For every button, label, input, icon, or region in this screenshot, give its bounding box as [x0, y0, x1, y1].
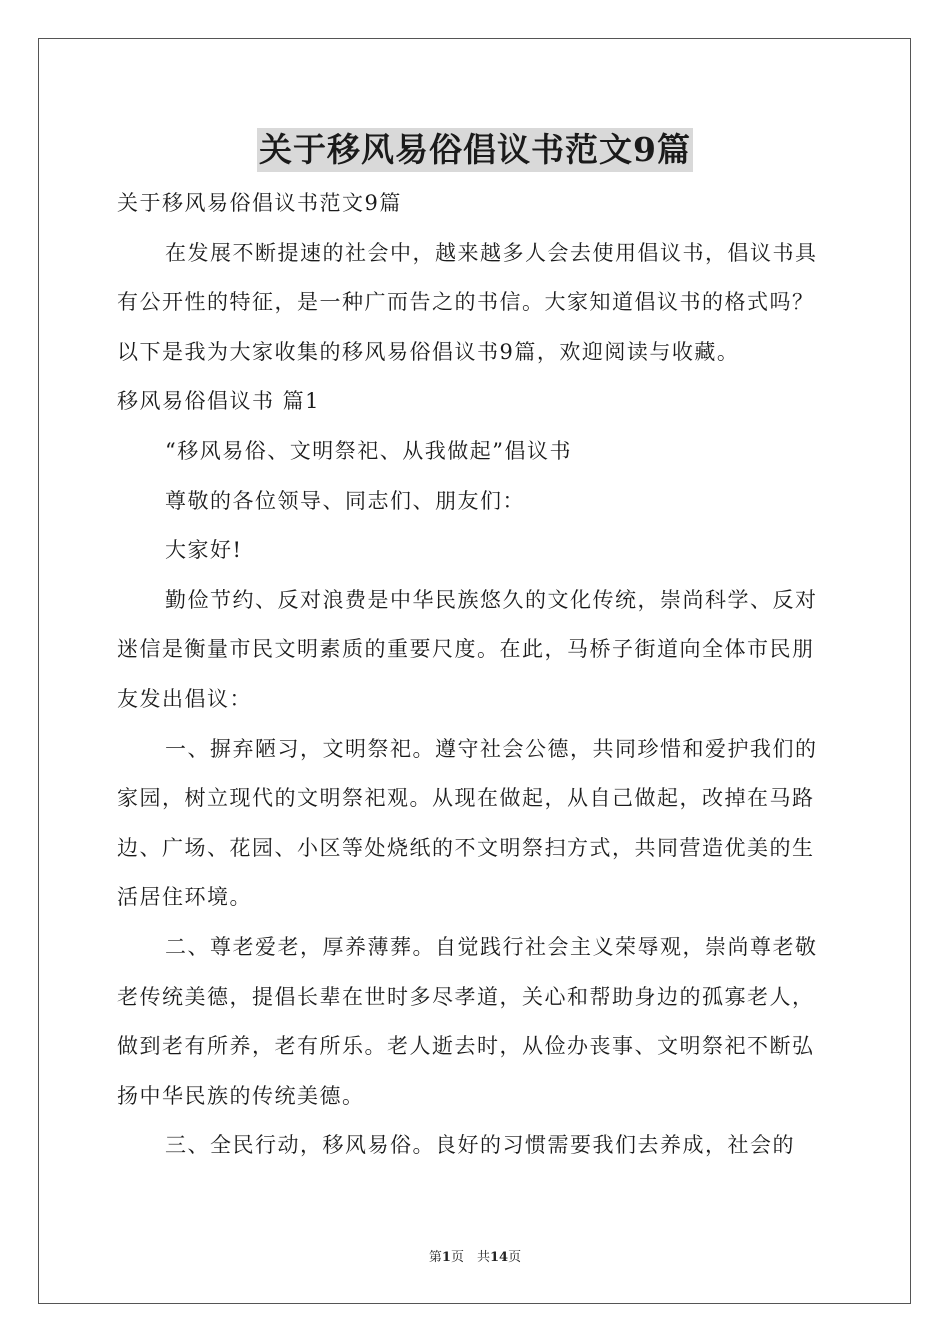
paragraph: 一、摒弃陋习，文明祭祀。遵守社会公德，共同珍惜和爱护我们的家园，树立现代的文明祭祀观。从现在做起，从自己做起，改掉在马路边、广场、花园、小区等处烧纸的不文明祭扫方式，共同营造优美的生活居住环境。 [117, 736, 818, 910]
page-number-total: 14 [489, 1250, 509, 1265]
page-number-current: 1 [441, 1250, 451, 1265]
paragraph: “移风易俗、文明祭祀、从我做起”倡议书 [165, 438, 572, 463]
paragraph: 三、全民行动，移风易俗。良好的习惯需要我们去养成，社会的 [165, 1133, 795, 1158]
document-title: 关于移风易俗倡议书范文9篇 [257, 128, 693, 172]
paragraph: 在发展不断提速的社会中，越来越多人会去使用倡议书，倡议书具有公开性的特征，是一种广而告之的书信。大家知道倡议书的格式吗？以下是我为大家收集的移风易俗倡议书9篇，欢迎阅读与收藏。 [117, 240, 818, 364]
section-heading: 移风易俗倡议书 篇1 [117, 389, 321, 414]
page-footer [0, 1246, 950, 1265]
paragraph: 关于移风易俗倡议书范文9篇 [117, 191, 402, 215]
paragraph: 大家好! [165, 538, 243, 563]
document-body [117, 179, 835, 1171]
paragraph: 尊敬的各位领导、同志们、朋友们： [165, 488, 525, 513]
paragraph: 二、尊老爱老，厚养薄葬。自觉践行社会主义荣辱观，崇尚尊老敬老传统美德，提倡长辈在世时多尽孝道，关心和帮助身边的孤寡老人，做到老有所养，老有所乐。老人逝去时，从俭办丧事、文明祭祀不断弘扬中华民族的传统美德。 [117, 934, 818, 1108]
title-container [0, 128, 950, 172]
footer-mid: 页 共 [450, 1250, 490, 1265]
footer-suffix: 页 [508, 1250, 522, 1265]
footer-prefix: 第 [428, 1250, 442, 1265]
paragraph: 勤俭节约、反对浪费是中华民族悠久的文化传统，崇尚科学、反对迷信是衡量市民文明素质的重要尺度。在此，马桥子街道向全体市民朋友发出倡议： [117, 587, 818, 711]
